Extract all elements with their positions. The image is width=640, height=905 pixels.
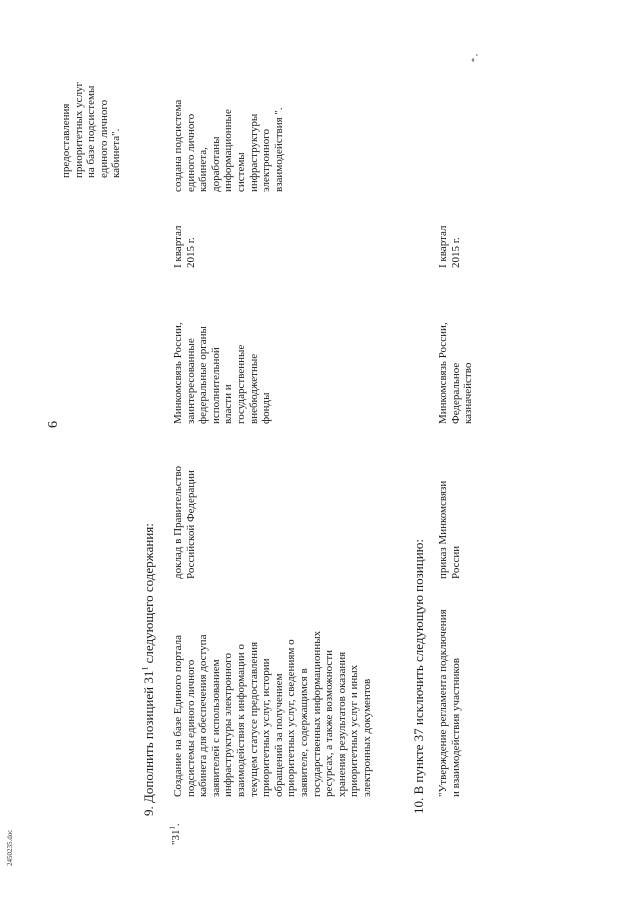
item10-deadline: I квартал 2015 г. xyxy=(437,225,462,268)
footer-code: 2450235.doc xyxy=(6,829,14,866)
item10-result: предоставления приоритетных услуг на базе подсистемы единого личного кабинета". xyxy=(60,81,123,178)
item9-result: создана подсистема единого личного кабинета, доработаны информационные системы инфраструктуры электронного взаимодействия ". xyxy=(172,99,285,192)
item10-document-type: приказ Минкомсвязи России xyxy=(437,480,462,579)
item9-row-number: "$31^1$. xyxy=(169,823,182,845)
item10-heading: 10. В пункте 37 исключить следующую позицию: xyxy=(411,539,426,814)
item9-heading: 9. Дополнить позицией $31^1$ следующего содержания: xyxy=(140,523,156,816)
item10-measure: "Утверждение регламента подключения и взаимодействия участников xyxy=(437,609,462,797)
item9-document-type: доклад в Правительство Российской Федерации xyxy=(172,465,197,579)
item9-measure: Создание на базе Единого портала подсистемы единого личного кабинета для обеспечения доступа заявителей с использованием инфраструктуры электронного взаимодействия к информации о текущем статусе предоставления приоритетных услуг, истории обращений за получением приоритетных услуг, сведениям о заявителе, содержащимся в государственных информационных ресурсах, а также возможности хранения результатов оказания приоритетных услуг и иных электронных документов xyxy=(172,630,373,797)
corner-marks: * , xyxy=(470,54,479,62)
item10-responsible: Минкомсвязь России, Федеральное казначейство xyxy=(437,322,475,424)
page-number: 6 xyxy=(46,421,61,428)
item9-deadline: I квартал 2015 г. xyxy=(172,225,197,268)
item9-responsible: Минкомсвязь России, заинтересованные федеральные органы исполнительной власти и государственные внебюджетные фонды xyxy=(172,322,273,424)
